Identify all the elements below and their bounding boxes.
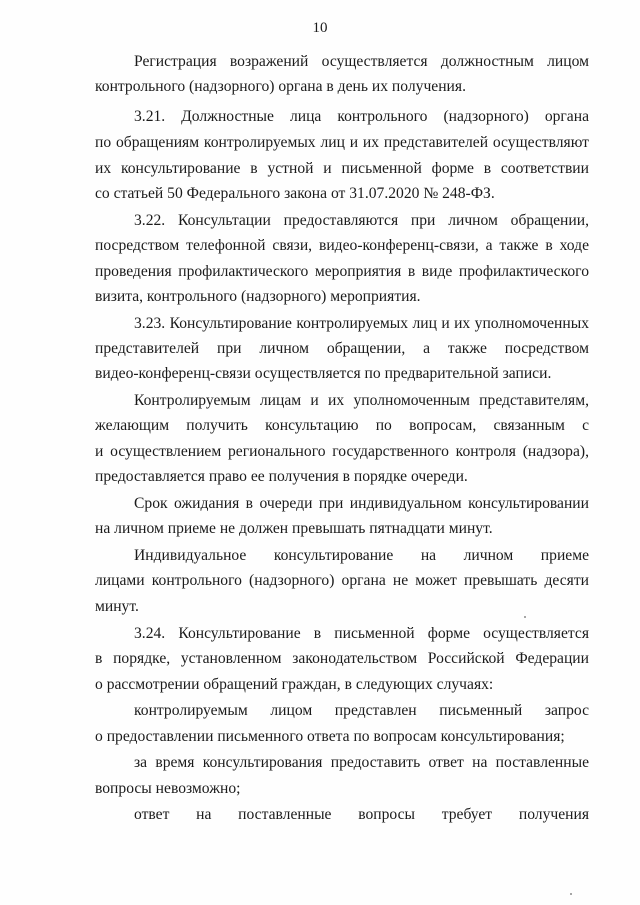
text-line: представителей при личном обращении, а также посредством bbox=[95, 340, 589, 357]
text-line: контролируемым лицом представлен письменный запрос bbox=[134, 702, 589, 719]
text-line: 3.22. Консультации предоставляются при личном обращении, bbox=[134, 212, 589, 229]
text-line: Контролируемым лицам и их уполномоченным представителям, bbox=[134, 392, 589, 409]
text-line: предоставляется право ее получения в порядке очереди. bbox=[95, 468, 468, 485]
text-line: по обращениям контролируемых лиц и их представителей осуществляют bbox=[95, 134, 589, 151]
text-line: в порядке, установленном законодательством Российской Федерации bbox=[95, 650, 589, 667]
text-line: 3.21. Должностные лица контрольного (надзорного) органа bbox=[134, 108, 589, 125]
text-line: видео-конференц-связи осуществляется по предварительной записи. bbox=[95, 365, 552, 382]
text-line: посредством телефонной связи, видео-конференц-связи, а также в ходе bbox=[95, 237, 589, 254]
text-line: Срок ожидания в очереди при индивидуальном консультировании bbox=[134, 495, 589, 512]
text-line: 3.23. Консультирование контролируемых лиц и их уполномоченных bbox=[134, 315, 589, 332]
text-line: на личном приеме не должен превышать пятнадцати минут. bbox=[95, 520, 493, 537]
text-line: ответ на поставленные вопросы требует получения bbox=[134, 806, 589, 823]
page-number: 10 bbox=[312, 20, 328, 36]
text-line: за время консультирования предоставить ответ на поставленные bbox=[134, 754, 589, 771]
scan-speck bbox=[570, 893, 572, 895]
text-line: вопросы невозможно; bbox=[95, 780, 241, 797]
text-line: Индивидуальное консультирование на личном приеме bbox=[134, 547, 589, 564]
text-line: 3.24. Консультирование в письменной форме осуществляется bbox=[134, 625, 589, 642]
text-line: визита, контрольного (надзорного) мероприятия. bbox=[95, 288, 421, 305]
text-line: их консультирование в устной и письменной форме в соответствии bbox=[95, 160, 589, 177]
text-line: контрольного (надзорного) органа в день их получения. bbox=[95, 78, 466, 95]
text-line: со статьей 50 Федерального закона от 31.07.2020 № 248-ФЗ. bbox=[95, 185, 495, 202]
text-line: Регистрация возражений осуществляется должностным лицом bbox=[134, 53, 589, 70]
text-line: и осуществлением регионального государственного контроля (надзора), bbox=[95, 443, 589, 460]
text-line: желающим получить консультацию по вопросам, связанным с bbox=[95, 417, 589, 434]
text-line: лицами контрольного (надзорного) органа не может превышать десяти bbox=[95, 572, 589, 589]
text-line: минут. bbox=[95, 598, 139, 615]
text-line: о предоставлении письменного ответа по вопросам консультирования; bbox=[95, 728, 565, 745]
text-line: о рассмотрении обращений граждан, в следующих случаях: bbox=[95, 676, 494, 693]
scan-speck bbox=[524, 616, 526, 618]
text-line: проведения профилактического мероприятия в виде профилактического bbox=[95, 263, 589, 280]
